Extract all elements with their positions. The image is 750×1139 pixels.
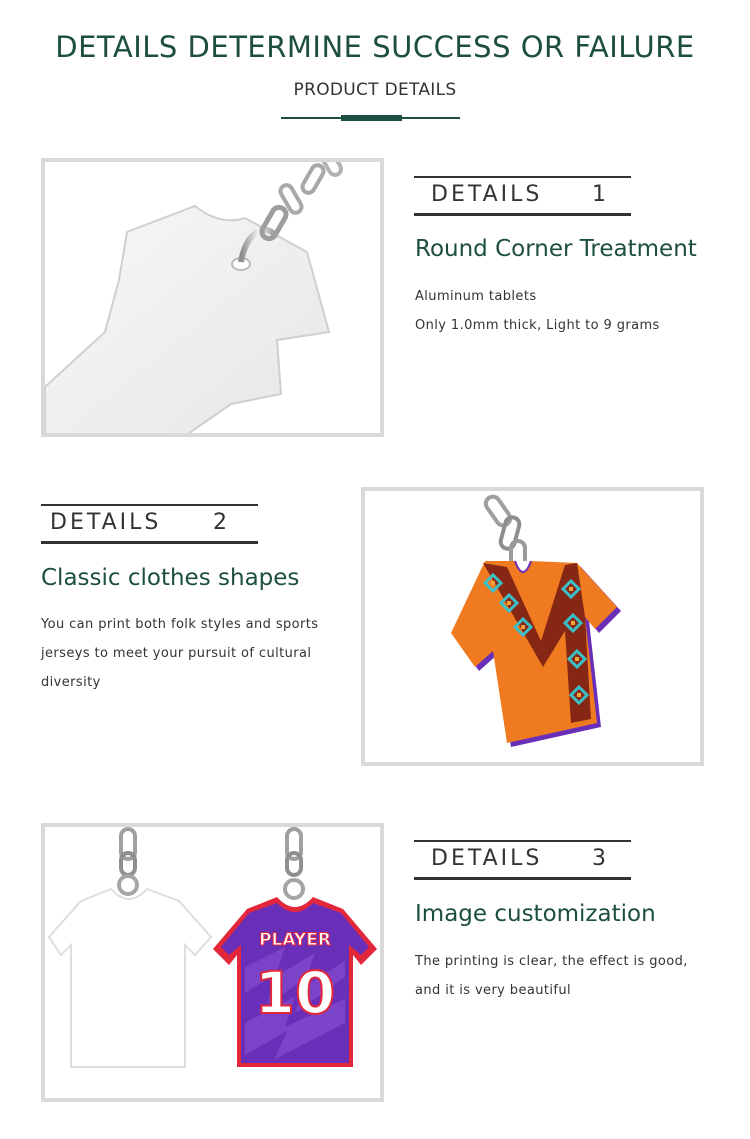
blank-shirt-shape xyxy=(45,206,329,433)
details-label-1 xyxy=(414,176,631,216)
feature-desc-1 xyxy=(415,282,660,340)
feature-desc-line: You can print both folk styles and sports xyxy=(41,617,319,632)
product-photo-blank-closeup xyxy=(41,158,384,437)
feature-desc-3 xyxy=(415,947,688,1005)
feature-desc-line: jerseys to meet your pursuit of cultural xyxy=(41,646,312,661)
two-shirt-keychains xyxy=(45,827,380,1098)
white-shirt-shape xyxy=(49,889,211,1067)
details-word: DETAILS xyxy=(50,510,162,535)
details-word: DETAILS xyxy=(431,182,543,207)
details-label-3 xyxy=(414,840,631,880)
folk-shirt-keychain xyxy=(365,491,700,762)
details-label-2 xyxy=(41,504,258,544)
feature-desc-line: The printing is clear, the effect is good, xyxy=(415,954,688,969)
product-photo-folk-shirt xyxy=(361,487,704,766)
page-title: DETAILS DETERMINE SUCCESS OR FAILURE xyxy=(55,30,695,64)
details-word: DETAILS xyxy=(431,846,543,871)
feature-desc-line: Aluminum tablets xyxy=(415,289,537,304)
details-number: 3 xyxy=(592,846,606,871)
title-divider-accent xyxy=(341,115,402,121)
product-photo-two-shirts xyxy=(41,823,384,1102)
feature-desc-line: Only 1.0mm thick, Light to 9 grams xyxy=(415,318,660,333)
feature-desc-2 xyxy=(41,610,318,697)
feature-title-1: Round Corner Treatment xyxy=(415,236,697,262)
feature-title-3: Image customization xyxy=(415,901,656,927)
jersey-player-text: PLAYER xyxy=(259,930,331,950)
blank-shirt-keychain-closeup xyxy=(45,162,380,433)
feature-title-2: Classic clothes shapes xyxy=(41,565,300,591)
page-subtitle: PRODUCT DETAILS xyxy=(293,80,457,100)
details-number: 1 xyxy=(592,182,606,207)
feature-desc-line: and it is very beautiful xyxy=(415,983,572,998)
details-number: 2 xyxy=(213,510,227,535)
jersey-number-text: 10 xyxy=(254,959,336,1027)
feature-desc-line: diversity xyxy=(41,675,101,690)
